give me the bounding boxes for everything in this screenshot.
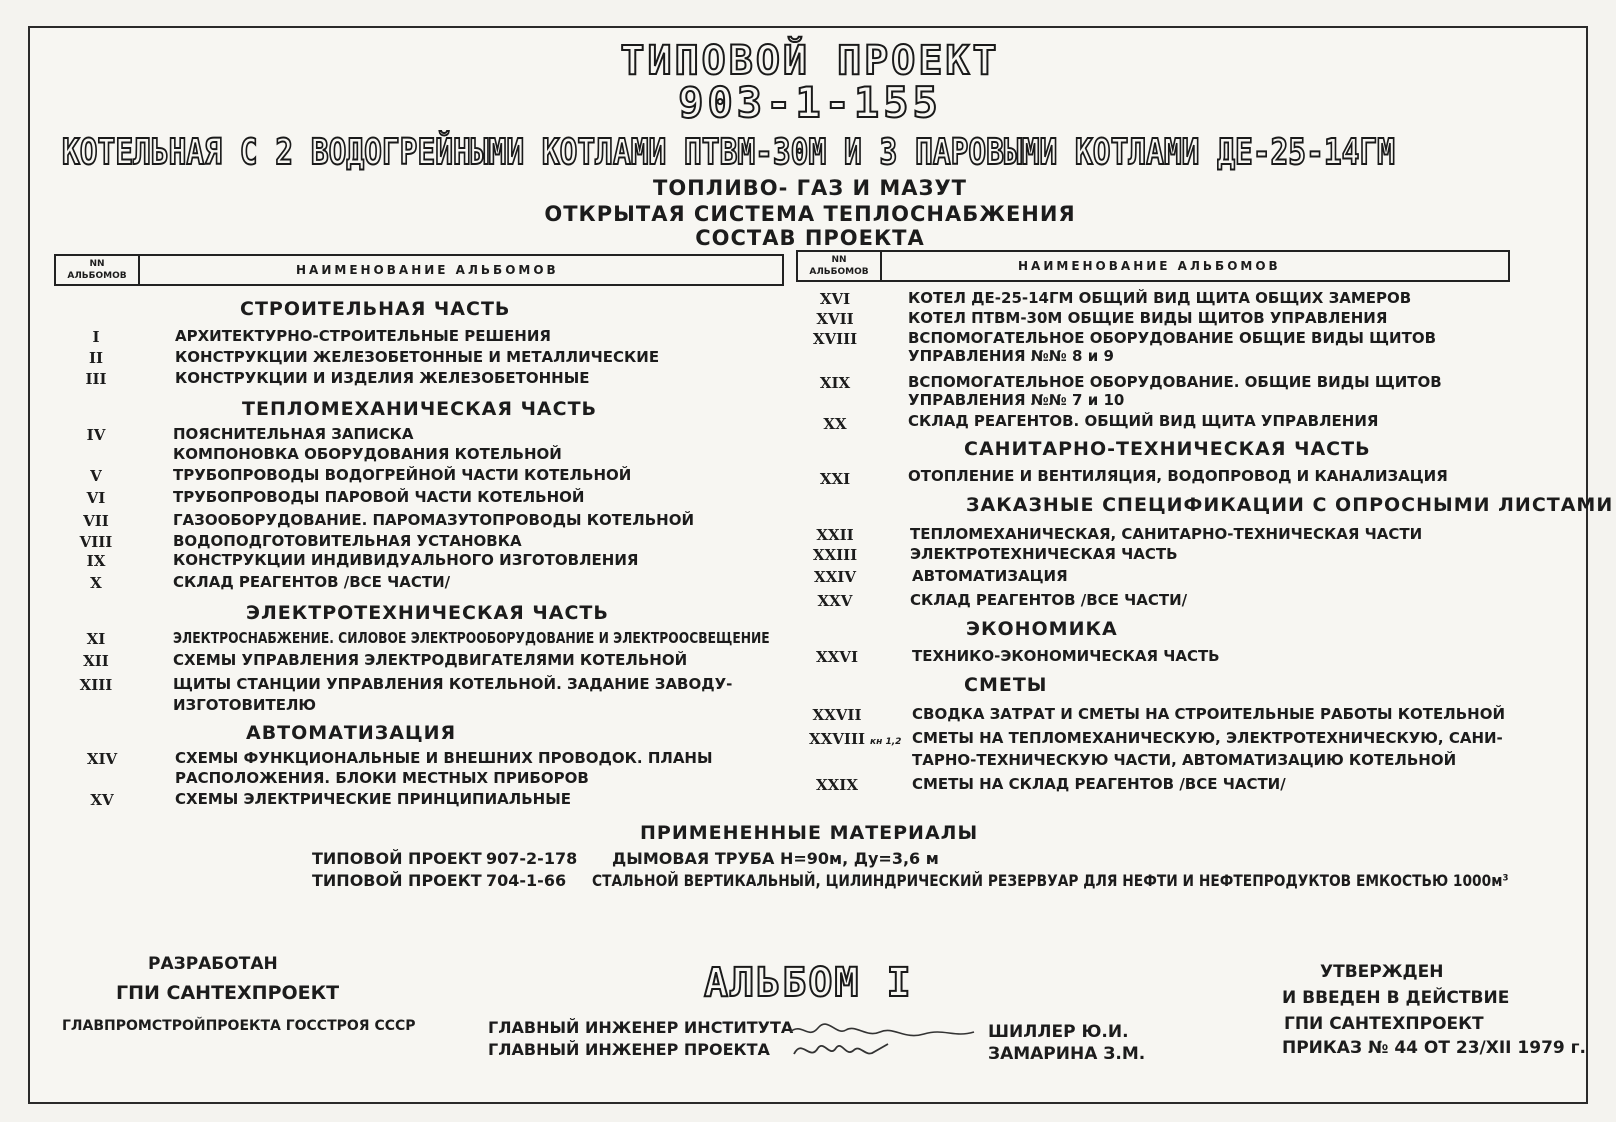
title-typical-project: ТИПОВОЙ ПРОЕКТ — [620, 38, 1000, 84]
album-title: СХЕМЫ УПРАВЛЕНИЯ ЭЛЕКТРОДВИГАТЕЛЯМИ КОТЕЛЬНОЙ — [173, 651, 688, 669]
material-code: 907-2-178 — [486, 849, 578, 868]
album-number: XVII — [816, 310, 854, 328]
album-title-continued: УПРАВЛЕНИЯ №№ 7 и 10 — [908, 391, 1125, 409]
album-title: СВОДКА ЗАТРАТ И СМЕТЫ НА СТРОИТЕЛЬНЫЕ РАБОТЫ КОТЕЛЬНОЙ — [912, 705, 1506, 723]
album-title: СКЛАД РЕАГЕНТОВ /ВСЕ ЧАСТИ/ — [910, 591, 1188, 609]
left-header-nn-top: NN — [89, 259, 105, 269]
album-number: XVI — [819, 290, 851, 308]
album-title — [173, 630, 901, 647]
material-description — [592, 872, 1616, 889]
signatory-name: ЗАМАРИНА З.М. — [988, 1044, 1146, 1064]
developer-organization: ГПИ САНТЕХПРОЕКТ — [116, 982, 340, 1004]
album-title: ОТОПЛЕНИЕ И ВЕНТИЛЯЦИЯ, ВОДОПРОВОД И КАНАЛИЗАЦИЯ — [908, 467, 1448, 485]
composition-subtitle: СОСТАВ ПРОЕКТА — [695, 226, 925, 250]
album-title: ВСПОМОГАТЕЛЬНОЕ ОБОРУДОВАНИЕ. ОБЩИЕ ВИДЫ ЩИТОВ — [908, 373, 1442, 391]
material-code: 704-1-66 — [486, 871, 567, 890]
album-number: XIII — [79, 676, 113, 694]
material-label: ТИПОВОЙ ПРОЕКТ — [312, 849, 482, 868]
developer-ministry: ГЛАВПРОМСТРОЙПРОЕКТА ГОССТРОЯ СССР — [62, 1018, 416, 1034]
material-label: ТИПОВОЙ ПРОЕКТ — [312, 871, 482, 890]
album-title-continued: ИЗГОТОВИТЕЛЮ — [173, 696, 317, 714]
album-number: XIX — [819, 374, 851, 392]
album-title: ВСПОМОГАТЕЛЬНОЕ ОБОРУДОВАНИЕ ОБЩИЕ ВИДЫ ЩИТОВ — [908, 329, 1437, 347]
section-specifications: ЗАКАЗНЫЕ СПЕЦИФИКАЦИИ С ОПРОСНЫМИ ЛИСТАМИ — [966, 494, 1614, 516]
left-header-name: НАИМЕНОВАНИЕ АЛЬБОМОВ — [296, 263, 559, 277]
album-number: XVIII — [812, 330, 858, 348]
right-table-header — [796, 250, 1510, 282]
album-number: XV — [90, 791, 114, 809]
right-header-nn — [798, 252, 882, 280]
section-sanitary: САНИТАРНО-ТЕХНИЧЕСКАЯ ЧАСТЬ — [964, 438, 1371, 460]
album-number: XXIV — [814, 568, 856, 586]
album-number: IV — [86, 426, 106, 444]
album-number: XIV — [86, 750, 118, 768]
materials-title: ПРИМЕНЕННЫЕ МАТЕРИАЛЫ — [640, 822, 979, 844]
album-number: XXVI — [816, 648, 858, 666]
album-title-text: ЭЛЕКТРОСНАБЖЕНИЕ. СИЛОВОЕ ЭЛЕКТРООБОРУДОВАНИЕ И ЭЛЕКТРООСВЕЩЕНИЕ — [173, 629, 770, 647]
album-number: XXVII — [812, 706, 862, 724]
album-title: КОНСТРУКЦИИ ЖЕЛЕЗОБЕТОННЫЕ И МЕТАЛЛИЧЕСКИЕ — [175, 348, 660, 366]
chief-engineer-project-label: ГЛАВНЫЙ ИНЖЕНЕР ПРОЕКТА — [488, 1040, 770, 1059]
album-number: II — [88, 349, 104, 367]
approved-line-2: И ВВЕДЕН В ДЕЙСТВИЕ — [1282, 988, 1510, 1008]
section-heat-mechanical: ТЕПЛОМЕХАНИЧЕСКАЯ ЧАСТЬ — [242, 398, 598, 420]
signatures — [784, 1014, 984, 1066]
album-number: XXIII — [812, 546, 858, 564]
right-header-name: НАИМЕНОВАНИЕ АЛЬБОМОВ — [1018, 259, 1281, 273]
album-title-continued: КОМПОНОВКА ОБОРУДОВАНИЯ КОТЕЛЬНОЙ — [173, 445, 562, 463]
album-title: КОНСТРУКЦИИ ИНДИВИДУАЛЬНОГО ИЗГОТОВЛЕНИЯ — [173, 551, 639, 569]
album-number: IX — [86, 552, 106, 570]
album-label: АЛЬБОМ I — [704, 960, 913, 1006]
album-title: КОТЕЛ ПТВМ-30М ОБЩИЕ ВИДЫ ЩИТОВ УПРАВЛЕНИЯ — [908, 309, 1388, 327]
album-title: СМЕТЫ НА СКЛАД РЕАГЕНТОВ /ВСЕ ЧАСТИ/ — [912, 775, 1286, 793]
left-table-header — [54, 254, 784, 286]
album-title: ТЕХНИКО-ЭКОНОМИЧЕСКАЯ ЧАСТЬ — [912, 647, 1220, 665]
album-title: АРХИТЕКТУРНО-СТРОИТЕЛЬНЫЕ РЕШЕНИЯ — [175, 327, 551, 345]
approved-label: УТВЕРЖДЕН — [1320, 962, 1444, 982]
chief-engineer-institute-label: ГЛАВНЫЙ ИНЖЕНЕР ИНСТИТУТА — [488, 1018, 794, 1037]
album-number: III — [85, 370, 107, 388]
album-title-continued: РАСПОЛОЖЕНИЯ. БЛОКИ МЕСТНЫХ ПРИБОРОВ — [175, 769, 589, 787]
album-title-continued: ТАРНО-ТЕХНИЧЕСКУЮ ЧАСТИ, АВТОМАТИЗАЦИЮ КОТЕЛЬНОЙ — [912, 751, 1457, 769]
album-number: XXV — [817, 592, 853, 610]
album-title: КОНСТРУКЦИИ И ИЗДЕЛИЯ ЖЕЛЕЗОБЕТОННЫЕ — [175, 369, 590, 387]
album-number: XXI — [819, 470, 851, 488]
section-automation: АВТОМАТИЗАЦИЯ — [246, 722, 457, 744]
project-main-title-text: КОТЕЛЬНАЯ С 2 ВОДОГРЕЙНЫМИ КОТЛАМИ ПТВМ-30М И 3 ПАРОВЫМИ КОТЛАМИ ДЕ-25-14ГМ — [62, 132, 1395, 173]
approved-organization: ГПИ САНТЕХПРОЕКТ — [1284, 1014, 1484, 1034]
material-description-text: СТАЛЬНОЙ ВЕРТИКАЛЬНЫЙ, ЦИЛИНДРИЧЕСКИЙ РЕЗЕРВУАР ДЛЯ НЕФТИ И НЕФТЕПРОДУКТОВ ЕМКОСТЬЮ 1000м³ — [592, 871, 1509, 890]
signatory-name: ШИЛЛЕР Ю.И. — [988, 1022, 1129, 1042]
album-number: XX — [823, 415, 847, 433]
album-title: СМЕТЫ НА ТЕПЛОМЕХАНИЧЕСКУЮ, ЭЛЕКТРОТЕХНИЧЕСКУЮ, САНИ- — [912, 729, 1503, 747]
album-title: СКЛАД РЕАГЕНТОВ. ОБЩИЙ ВИД ЩИТА УПРАВЛЕНИЯ — [908, 412, 1379, 430]
album-number: V — [90, 467, 102, 485]
left-header-nn-bottom: АЛЬБОМОВ — [67, 271, 127, 281]
developed-by-label: РАЗРАБОТАН — [148, 954, 278, 974]
album-number: I — [92, 328, 100, 346]
album-title: ТЕПЛОМЕХАНИЧЕСКАЯ, САНИТАРНО-ТЕХНИЧЕСКАЯ ЧАСТИ — [910, 525, 1423, 543]
section-electrical: ЭЛЕКТРОТЕХНИЧЕСКАЯ ЧАСТЬ — [246, 602, 609, 624]
album-title: ЩИТЫ СТАНЦИИ УПРАВЛЕНИЯ КОТЕЛЬНОЙ. ЗАДАНИЕ ЗАВОДУ- — [173, 675, 733, 693]
album-title: КОТЕЛ ДЕ-25-14ГМ ОБЩИЙ ВИД ЩИТА ОБЩИХ ЗАМЕРОВ — [908, 289, 1412, 307]
section-economics: ЭКОНОМИКА — [966, 618, 1118, 640]
section-construction: СТРОИТЕЛЬНАЯ ЧАСТЬ — [240, 298, 511, 320]
album-number: VI — [86, 489, 106, 507]
album-title: АВТОМАТИЗАЦИЯ — [912, 567, 1068, 585]
album-book-note: кн 1,2 — [870, 737, 902, 747]
project-main-title — [62, 132, 1616, 173]
album-number: X — [90, 574, 102, 592]
album-title-continued: УПРАВЛЕНИЯ №№ 8 и 9 — [908, 347, 1114, 365]
right-header-nn-bottom: АЛЬБОМОВ — [809, 267, 869, 277]
album-title: СКЛАД РЕАГЕНТОВ /ВСЕ ЧАСТИ/ — [173, 573, 451, 591]
left-header-nn — [56, 256, 140, 284]
album-title: ТРУБОПРОВОДЫ ПАРОВОЙ ЧАСТИ КОТЕЛЬНОЙ — [173, 488, 585, 506]
album-title: ВОДОПОДГОТОВИТЕЛЬНАЯ УСТАНОВКА — [173, 532, 522, 550]
system-subtitle: ОТКРЫТАЯ СИСТЕМА ТЕПЛОСНАБЖЕНИЯ — [544, 202, 1076, 226]
album-title: СХЕМЫ ЭЛЕКТРИЧЕСКИЕ ПРИНЦИПИАЛЬНЫЕ — [175, 790, 571, 808]
album-number: XXVIII — [809, 730, 865, 748]
album-title: ЭЛЕКТРОТЕХНИЧЕСКАЯ ЧАСТЬ — [910, 545, 1178, 563]
fuel-subtitle: ТОПЛИВО- ГАЗ И МАЗУТ — [653, 176, 967, 200]
album-title: СХЕМЫ ФУНКЦИОНАЛЬНЫЕ И ВНЕШНИХ ПРОВОДОК. ПЛАНЫ — [175, 749, 713, 767]
right-header-nn-top: NN — [831, 255, 847, 265]
album-title: ГАЗООБОРУДОВАНИЕ. ПАРОМАЗУТОПРОВОДЫ КОТЕЛЬНОЙ — [173, 511, 694, 529]
material-description: ДЫМОВАЯ ТРУБА Н=90м, Ду=3,6 м — [612, 849, 939, 868]
album-number: XII — [83, 652, 109, 670]
album-title: ПОЯСНИТЕЛЬНАЯ ЗАПИСКА — [173, 425, 414, 443]
album-number: VIII — [79, 533, 113, 551]
project-number: 903-1-155 — [678, 78, 942, 127]
album-number: XXII — [816, 526, 854, 544]
album-title: ТРУБОПРОВОДЫ ВОДОГРЕЙНОЙ ЧАСТИ КОТЕЛЬНОЙ — [173, 466, 632, 484]
album-number: VII — [83, 512, 109, 530]
section-estimates: СМЕТЫ — [964, 674, 1048, 696]
album-number: XXIX — [816, 776, 858, 794]
approval-order: ПРИКАЗ № 44 ОТ 23/XII 1979 г. — [1282, 1038, 1586, 1058]
drawing-sheet — [28, 26, 1614, 1104]
album-number: XI — [86, 630, 106, 648]
